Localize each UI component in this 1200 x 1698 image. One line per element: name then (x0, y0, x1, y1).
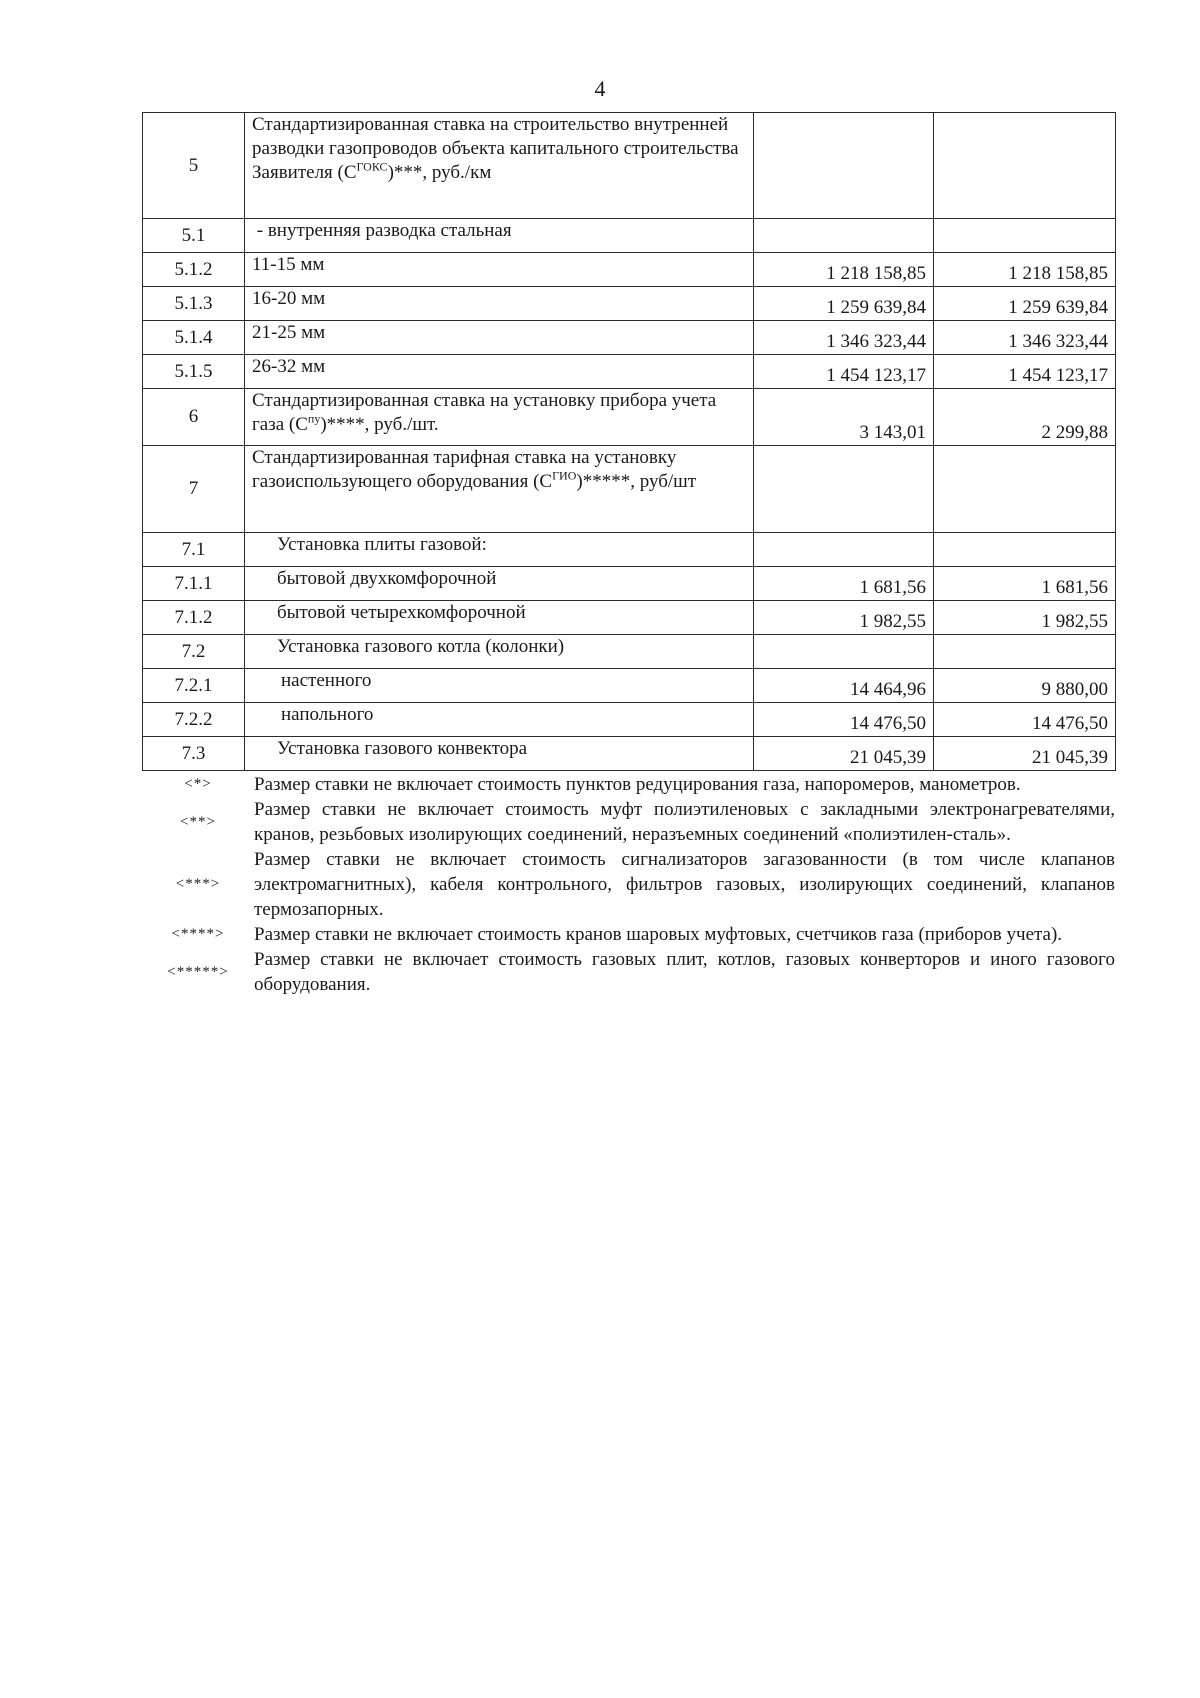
desc-tail: )****, руб./шт. (320, 414, 439, 435)
value-cell-1: 14 464,96 (754, 669, 934, 703)
row-number: 7.2.1 (143, 669, 245, 703)
table-row (143, 635, 1116, 669)
value-cell-1: 1 454 123,17 (754, 355, 934, 389)
table-row (143, 567, 1116, 601)
row-number: 5 (143, 113, 245, 219)
table-row (143, 219, 1116, 253)
value-cell-1: 1 681,56 (754, 567, 934, 601)
value-cell-1 (754, 219, 934, 253)
value-cell-1: 3 143,01 (754, 389, 934, 446)
row-number: 7.2 (143, 635, 245, 669)
value-cell-1 (754, 533, 934, 567)
footnote (142, 922, 1115, 947)
value-cell-1: 1 346 323,44 (754, 321, 934, 355)
row-description: бытовой четырехкомфорочной (245, 601, 754, 635)
row-number: 7.2.2 (143, 703, 245, 737)
value-cell-1: 14 476,50 (754, 703, 934, 737)
value-cell-1 (754, 113, 934, 219)
row-description: 16-20 мм (245, 287, 754, 321)
row-description: напольного (245, 703, 754, 737)
row-number: 7.1 (143, 533, 245, 567)
value-cell-2 (934, 533, 1116, 567)
footnote (142, 772, 1115, 797)
value-cell-2: 1 982,55 (934, 601, 1116, 635)
desc-superscript: ГОКС (356, 159, 388, 174)
table-row (143, 389, 1116, 446)
row-number: 5.1.3 (143, 287, 245, 321)
table-row (143, 446, 1116, 533)
footnote-mark: <*****> (167, 963, 229, 980)
row-description: - внутренняя разводка стальная (245, 219, 754, 253)
desc-superscript: ГИО (552, 468, 577, 483)
value-cell-1: 21 045,39 (754, 737, 934, 771)
table-row (143, 533, 1116, 567)
footnote-text: Размер ставки не включает стоимость сигнализаторов загазованности (в том числе клапанов электромагнитных), кабеля контрольного, фильтров газовых, изолирующих соединений, клапанов термозапорных. (254, 849, 1115, 920)
page-number: 4 (594, 76, 606, 101)
footnote-mark: <*> (184, 776, 212, 792)
desc-tail: )*****, руб/шт (576, 471, 697, 492)
row-number: 7.1.2 (143, 601, 245, 635)
table-row (143, 601, 1116, 635)
row-description: Установка газового конвектора (245, 737, 754, 771)
footnote-mark: <****> (171, 926, 225, 942)
desc-superscript: пу (307, 411, 321, 426)
table-row (143, 737, 1116, 771)
table-row (143, 321, 1116, 355)
value-cell-2: 1 346 323,44 (934, 321, 1116, 355)
table-row (143, 703, 1116, 737)
value-cell-2: 1 454 123,17 (934, 355, 1116, 389)
value-cell-2 (934, 113, 1116, 219)
footnote-text: Размер ставки не включает стоимость газовых плит, котлов, газовых конверторов и иного газового оборудования. (254, 949, 1115, 995)
footnote-text: Размер ставки не включает стоимость пунктов редуцирования газа, напоромеров, манометров. (254, 774, 1021, 795)
row-number: 6 (143, 389, 245, 446)
row-description (245, 389, 754, 446)
row-number: 5.1.5 (143, 355, 245, 389)
value-cell-1: 1 259 639,84 (754, 287, 934, 321)
footnote-text: Размер ставки не включает стоимость муфт полиэтиленовых с закладными электронагревателями, кранов, резьбовых изолирующих соединений, неразъемных соединений «полиэтилен-сталь». (254, 799, 1115, 845)
desc-main: Стандартизированная ставка на установку прибора учета газа (С (252, 390, 717, 435)
value-cell-1: 1 218 158,85 (754, 253, 934, 287)
value-cell-1 (754, 446, 934, 533)
row-description: 11-15 мм (245, 253, 754, 287)
table-row (143, 355, 1116, 389)
value-cell-2: 2 299,88 (934, 389, 1116, 446)
row-description: 21-25 мм (245, 321, 754, 355)
table-row (143, 669, 1116, 703)
row-number: 7.1.1 (143, 567, 245, 601)
value-cell-2: 1 681,56 (934, 567, 1116, 601)
desc-main: Стандартизированная ставка на строительство внутренней разводки газопроводов объекта капитального строительства Заявителя (С (252, 114, 739, 183)
value-cell-2: 1 259 639,84 (934, 287, 1116, 321)
row-description: 26-32 мм (245, 355, 754, 389)
value-cell-2 (934, 635, 1116, 669)
footnote (142, 797, 1115, 847)
row-number: 5.1.4 (143, 321, 245, 355)
value-cell-2 (934, 446, 1116, 533)
row-number: 5.1 (143, 219, 245, 253)
row-description: настенного (245, 669, 754, 703)
row-number: 7 (143, 446, 245, 533)
value-cell-1 (754, 635, 934, 669)
table-row (143, 113, 1116, 219)
row-description: бытовой двухкомфорочной (245, 567, 754, 601)
row-description (245, 113, 754, 219)
value-cell-2: 1 218 158,85 (934, 253, 1116, 287)
value-cell-2: 14 476,50 (934, 703, 1116, 737)
table-row (143, 253, 1116, 287)
table-row (143, 287, 1116, 321)
footnote-mark: <***> (175, 876, 221, 892)
footnote-mark: <**> (180, 813, 216, 830)
value-cell-1: 1 982,55 (754, 601, 934, 635)
value-cell-2: 21 045,39 (934, 737, 1116, 771)
footnotes (142, 772, 1115, 997)
row-description: Установка газового котла (колонки) (245, 635, 754, 669)
desc-tail: )***, руб./км (387, 162, 492, 183)
value-cell-2 (934, 219, 1116, 253)
row-description (245, 446, 754, 533)
value-cell-2: 9 880,00 (934, 669, 1116, 703)
rates-table (142, 112, 1116, 771)
footnote (142, 847, 1115, 922)
row-number: 5.1.2 (143, 253, 245, 287)
row-description: Установка плиты газовой: (245, 533, 754, 567)
footnote-text: Размер ставки не включает стоимость кранов шаровых муфтовых, счетчиков газа (приборов учета). (254, 924, 1063, 945)
footnote (142, 947, 1115, 997)
desc-main: Стандартизированная тарифная ставка на установку газоиспользующего оборудования (С (252, 447, 677, 492)
row-number: 7.3 (143, 737, 245, 771)
